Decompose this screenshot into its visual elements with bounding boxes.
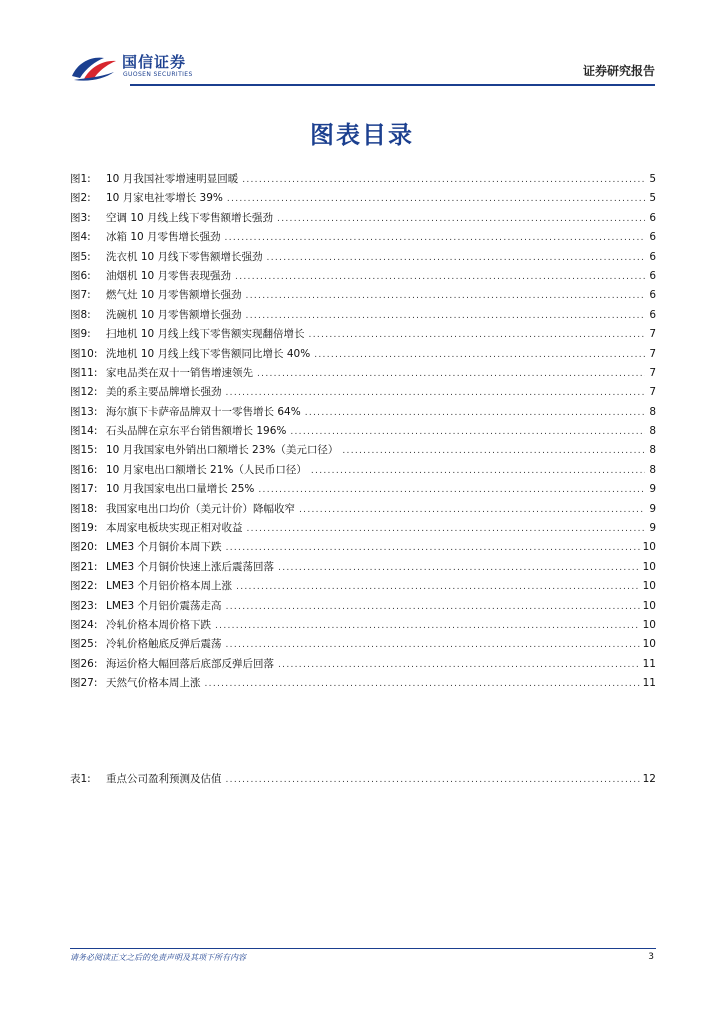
toc-dot-leader (226, 771, 640, 789)
toc-dot-leader (258, 481, 645, 499)
toc-entry-number: 图19: (70, 522, 98, 535)
toc-dot-leader (309, 326, 645, 344)
toc-entry-title: 天然气价格本周上涨 (106, 677, 201, 690)
toc-entry-number: 图24: (70, 618, 98, 631)
toc-entry-number: 图8: (70, 308, 91, 321)
toc-dot-leader (278, 656, 640, 674)
toc-entry[interactable] (70, 519, 656, 538)
toc-dot-leader (205, 675, 640, 693)
toc-entry-title: 重点公司盈利预测及估值 (106, 773, 222, 785)
toc-entry-title: LME3 个月铝价格本周上涨 (106, 580, 233, 593)
toc-entry[interactable] (70, 228, 656, 247)
toc-entry-title: 石头品牌在京东平台销售额增长 196% (106, 425, 287, 438)
toc-dot-leader (225, 229, 645, 247)
toc-entry[interactable] (70, 674, 656, 693)
toc-dot-leader (235, 268, 645, 286)
toc-entry[interactable] (70, 577, 656, 596)
footer-disclaimer: 请务必阅读正文之后的免责声明及其项下所有内容 (70, 953, 246, 962)
toc-entry-page: 10 (642, 618, 656, 631)
toc-entry[interactable] (70, 325, 656, 344)
toc-entry[interactable] (70, 655, 656, 674)
toc-entry-page: 7 (649, 347, 656, 360)
toc-entry[interactable] (70, 616, 656, 635)
toc-entry[interactable] (70, 248, 656, 267)
toc-entry-number: 图9: (70, 328, 91, 341)
toc-dot-leader (277, 210, 645, 228)
toc-dot-leader (236, 578, 640, 596)
toc-entry-title: 空调 10 月线上线下零售额增长强劲 (106, 211, 274, 224)
toc-entry-page: 8 (649, 444, 656, 457)
toc-entry-number: 图6: (70, 269, 91, 282)
toc-entry-number: 图11: (70, 366, 98, 379)
toc-entry[interactable] (70, 403, 656, 422)
toc-entry-page: 6 (649, 250, 656, 263)
toc-entry-page: 7 (649, 328, 656, 341)
toc-dot-leader (299, 501, 645, 519)
figure-list (70, 170, 656, 694)
toc-entry[interactable] (70, 597, 656, 616)
toc-entry-number: 图20: (70, 541, 98, 554)
toc-entry-page: 7 (649, 366, 656, 379)
toc-entry-number: 图17: (70, 483, 98, 496)
toc-entry-page: 9 (649, 522, 656, 535)
toc-entry-page: 10 (642, 541, 656, 554)
page-number: 3 (648, 952, 654, 962)
toc-entry-number: 图26: (70, 657, 98, 670)
toc-entry-number: 图10: (70, 347, 98, 360)
toc-entry-title: LME3 个月铜价本周下跌 (106, 541, 222, 554)
toc-entry-page: 5 (649, 173, 656, 185)
toc-entry[interactable] (70, 770, 656, 789)
toc-dot-leader (246, 287, 645, 305)
toc-dot-leader (342, 442, 645, 460)
toc-entry-page: 10 (642, 599, 656, 612)
toc-entry-title: LME3 个月铜价快速上涨后震荡回落 (106, 560, 275, 573)
toc-entry-title: 10 月我国家电外销出口额增长 23%（美元口径） (106, 444, 339, 457)
toc-title: 图表目录 (310, 121, 414, 149)
toc-entry-title: 10 月家电社零增长 39% (106, 192, 223, 205)
toc-entry-page: 8 (649, 425, 656, 438)
toc-entry-title: 冷轧价格触底反弹后震荡 (106, 638, 222, 651)
toc-entry-page: 6 (649, 231, 656, 244)
toc-entry-title: 本周家电板块实现正相对收益 (106, 522, 243, 535)
toc-entry[interactable] (70, 286, 656, 305)
toc-entry-title: 油烟机 10 月零售表现强劲 (106, 269, 232, 282)
toc-entry-number: 图13: (70, 405, 98, 418)
toc-entry-title: 冰箱 10 月零售增长强劲 (106, 231, 221, 244)
toc-entry-number: 图16: (70, 463, 98, 476)
toc-entry-page: 5 (649, 192, 656, 205)
toc-entry[interactable] (70, 538, 656, 557)
toc-entry-number: 图5: (70, 250, 91, 263)
toc-dot-leader (215, 617, 640, 635)
toc-entry-title: 海运价格大幅回落后底部反弹后回落 (106, 657, 274, 670)
toc-entry-number: 图12: (70, 386, 98, 399)
toc-dot-leader (247, 520, 646, 538)
toc-dot-leader (311, 462, 645, 480)
toc-entry-title: 家电品类在双十一销售增速领先 (106, 366, 253, 379)
toc-entry-title: 我国家电出口均价（美元计价）降幅收窄 (106, 502, 295, 515)
toc-entry-title: 燃气灶 10 月零售额增长强劲 (106, 289, 242, 302)
toc-dot-leader (226, 384, 646, 402)
toc-entry[interactable] (70, 306, 656, 325)
toc-entry-page: 11 (642, 677, 656, 690)
toc-entry[interactable] (70, 441, 656, 460)
logo-english-name: GUOSEN SECURITIES (123, 71, 193, 78)
toc-dot-leader (278, 559, 640, 577)
toc-entry-number: 图3: (70, 211, 91, 224)
page-header (70, 48, 655, 84)
toc-entry[interactable] (70, 383, 656, 402)
toc-entry-page: 12 (642, 773, 656, 785)
toc-dot-leader (246, 307, 645, 325)
toc-entry[interactable] (70, 461, 656, 480)
toc-entry-number: 图7: (70, 289, 91, 302)
toc-entry-page: 10 (642, 638, 656, 651)
toc-entry-page: 8 (649, 463, 656, 476)
toc-entry[interactable] (70, 267, 656, 286)
toc-dot-leader (242, 171, 645, 189)
toc-entry-title: 扫地机 10 月线上线下零售额实现翻倍增长 (106, 328, 305, 341)
toc-entry-number: 表1: (70, 773, 91, 785)
table-list (70, 770, 656, 789)
header-divider (130, 84, 655, 86)
toc-entry[interactable] (70, 170, 656, 189)
toc-entry-number: 图1: (70, 173, 91, 185)
toc-entry[interactable] (70, 345, 656, 364)
logo-chinese-name: 国信证券 (122, 53, 187, 71)
toc-entry[interactable] (70, 558, 656, 577)
toc-dot-leader (226, 598, 640, 616)
toc-entry-page: 7 (649, 386, 656, 399)
toc-entry-page: 10 (642, 580, 656, 593)
toc-entry-number: 图27: (70, 677, 98, 690)
toc-entry-page: 11 (642, 657, 656, 670)
toc-dot-leader (290, 423, 645, 441)
toc-entry-number: 图4: (70, 231, 91, 244)
toc-entry-title: 洗碗机 10 月零售额增长强劲 (106, 308, 242, 321)
toc-entry-number: 图14: (70, 425, 98, 438)
toc-entry-page: 6 (649, 211, 656, 224)
guosen-logo (70, 48, 230, 84)
toc-entry-title: 洗衣机 10 月线下零售额增长强劲 (106, 250, 263, 263)
toc-entry[interactable] (70, 189, 656, 208)
toc-entry-page: 6 (649, 289, 656, 302)
toc-entry[interactable] (70, 480, 656, 499)
toc-entry-number: 图21: (70, 560, 98, 573)
toc-entry-page: 10 (642, 560, 656, 573)
toc-entry-title: 美的系主要品牌增长强劲 (106, 386, 222, 399)
toc-entry-title: 10 月我国家电出口量增长 25% (106, 483, 255, 496)
toc-entry-number: 图22: (70, 580, 98, 593)
toc-dot-leader (227, 190, 645, 208)
toc-entry[interactable] (70, 209, 656, 228)
toc-entry[interactable] (70, 364, 656, 383)
footer-divider (70, 948, 656, 949)
toc-dot-leader (226, 539, 640, 557)
toc-entry-page: 9 (649, 502, 656, 515)
toc-entry-title: 10 月我国社零增速明显回暖 (106, 173, 239, 185)
toc-dot-leader (226, 636, 640, 654)
guosen-logo-mark-icon (70, 52, 120, 82)
toc-entry-number: 图18: (70, 502, 98, 515)
report-type-label: 证券研究报告 (582, 64, 655, 78)
toc-entry-title: 海尔旗下卡萨帝品牌双十一零售增长 64% (106, 405, 301, 418)
toc-dot-leader (257, 365, 645, 383)
toc-dot-leader (305, 404, 645, 422)
toc-entry-page: 8 (649, 405, 656, 418)
toc-entry-number: 图25: (70, 638, 98, 651)
toc-entry-number: 图23: (70, 599, 98, 612)
toc-dot-leader (267, 249, 645, 267)
toc-entry[interactable] (70, 500, 656, 519)
toc-entry[interactable] (70, 635, 656, 654)
toc-entry-title: 洗地机 10 月线上线下零售额同比增长 40% (106, 347, 311, 360)
toc-dot-leader (314, 346, 645, 364)
toc-entry-number: 图15: (70, 444, 98, 457)
toc-entry-title: 10 月家电出口额增长 21%（人民币口径） (106, 463, 307, 476)
toc-entry-title: 冷轧价格本周价格下跌 (106, 618, 211, 631)
toc-entry-page: 6 (649, 269, 656, 282)
toc-entry-title: LME3 个月铝价震荡走高 (106, 599, 222, 612)
toc-entry[interactable] (70, 422, 656, 441)
toc-entry-page: 9 (649, 483, 656, 496)
toc-entry-page: 6 (649, 308, 656, 321)
toc-entry-number: 图2: (70, 192, 91, 205)
